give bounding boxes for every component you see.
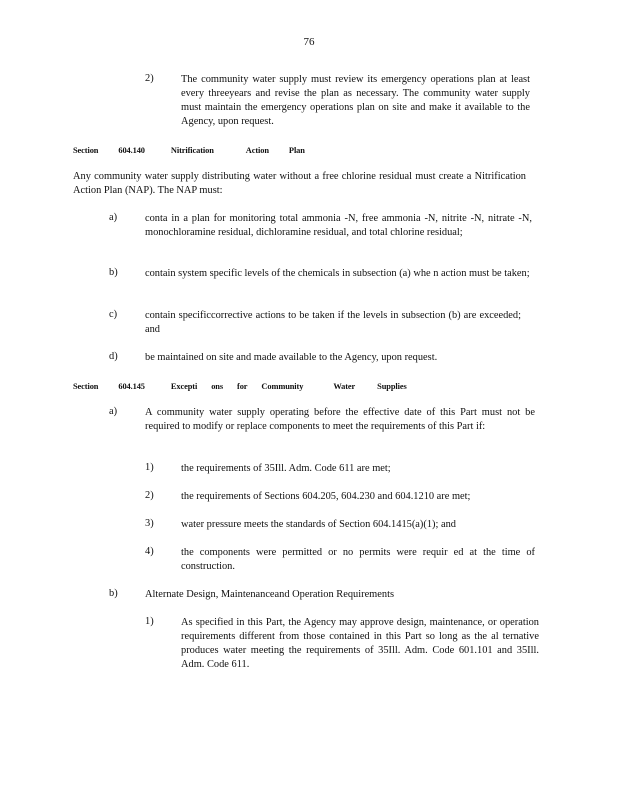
sub-item-text: the requirements of Sections 604.205, 604.230 and 604.1210 are met; (181, 491, 471, 502)
sub-item-text: the components were permitted or no permits were requir ed at the time of construction. (181, 547, 535, 572)
section-title-word: ons (211, 382, 223, 391)
list-item-text: contain system specific levels of the chemicals in subsection (a) whe n action must be taken; (145, 268, 530, 279)
sub-item-marker: 1) (145, 616, 154, 627)
list-item-text: be maintained on site and made available to the Agency, upon request. (145, 352, 438, 363)
section-title-word: Excepti (170, 382, 198, 391)
sub-item-marker: 4) (145, 546, 154, 557)
section-label: Section (73, 382, 99, 391)
list-item-text: A community water supply operating before the effective date of this Part must not be required to modify or replace components to meet the requirements of this Part if: (145, 407, 535, 432)
sub-item-marker: 1) (145, 462, 154, 473)
intro-item-text: The community water supply must review its emergency operations plan at least every threeyears and revise the plan as necessary. The community water supply must maintain the emergency operations plan on site and make it available to the Agency, upon request. (181, 74, 530, 127)
sub-item-marker: 3) (145, 518, 154, 529)
list-item-marker: a) (109, 406, 118, 417)
section-number: 604.145 (118, 382, 145, 391)
list-item-text: Alternate Design, Maintenanceand Operation Requirements (145, 589, 394, 600)
section-title-word: Plan (288, 146, 305, 155)
section-604-140-heading (73, 146, 305, 155)
list-item-marker: d) (109, 351, 118, 362)
section-title-word: Supplies (377, 382, 407, 391)
section-title-word: Action (245, 146, 269, 155)
page-number: 76 (303, 36, 315, 48)
section-title-word: Nitrification (170, 146, 214, 155)
sub-item-text: water pressure meets the standards of Section 604.1415(a)(1); and (181, 519, 456, 530)
section-title-word: Water (333, 382, 356, 391)
list-item-marker: a) (109, 212, 118, 223)
list-item-marker: b) (109, 588, 118, 599)
sub-item-marker: 2) (145, 490, 154, 501)
sub-item-text: the requirements of 35Ill. Adm. Code 611 are met; (181, 463, 391, 474)
intro-item-marker: 2) (145, 73, 154, 84)
list-item-marker: b) (109, 267, 118, 278)
section-label: Section (73, 146, 99, 155)
section-title-word: Community (261, 382, 304, 391)
section-604-145-heading (73, 382, 407, 391)
section-604-140-intro: Any community water supply distributing water without a free chlorine residual must create a Nitrification Action Plan (NAP). The NAP must: (73, 171, 526, 196)
sub-item-text: As specified in this Part, the Agency may approve design, maintenance, or operation requirements different from those contained in this Part so long as the al ternative produces water meeting the requirements of 35Ill. Adm. Code 601.101 and 35Ill. Adm. Code 611. (181, 617, 539, 670)
list-item-marker: c) (109, 309, 118, 320)
list-item-text: contain specificcorrective actions to be taken if the levels in subsection (b) are exceeded; and (145, 310, 521, 335)
section-title-word: for (237, 382, 248, 391)
section-number: 604.140 (118, 146, 145, 155)
list-item-text: conta in a plan for monitoring total ammonia -N, free ammonia -N, nitrite -N, nitrate -N, monochloramine residual, dichloramine residual, and total chlorine residual; (145, 213, 532, 238)
